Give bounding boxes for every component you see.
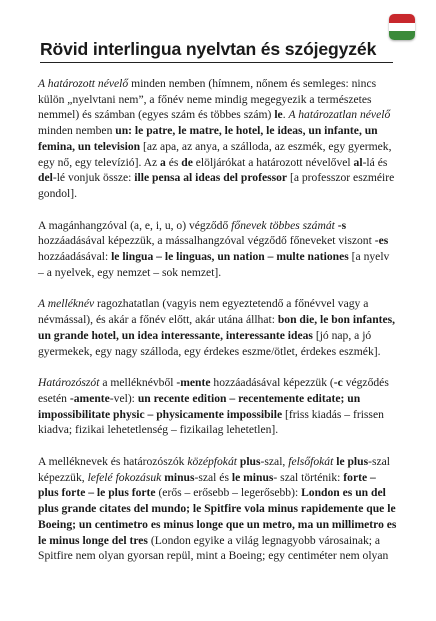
bold-text: -s [337, 218, 347, 232]
bold-text: -amente [69, 391, 110, 405]
page-title: Rövid interlingua nyelvtan és szójegyzék [40, 39, 377, 59]
italic-term: felsőfokát [288, 455, 334, 469]
bold-text: bon die, le bon infantes, un grande hotel, un idea interessante, interessante ideas [38, 313, 396, 342]
bold-text: le [274, 108, 283, 122]
italic-term: főnevek többes számát [231, 218, 335, 232]
text-run: -szal képezzük, [38, 455, 391, 484]
document-body [38, 76, 398, 580]
italic-term: lefelé fokozásuk [87, 470, 162, 484]
bold-text: plus [239, 455, 261, 469]
italic-term: A határozott névelő [38, 77, 129, 90]
bold-text: London es un del plus grande citates del mundo; le Spitfire vola minus rapidemente que le Boeing; un centimetro es minus longe que un metro, ma un millimetro es le minus longe del tres [38, 486, 397, 547]
text-run: [a nyelv – a nyelvek, egy nemzet – sok nemzet]. [38, 250, 390, 279]
bold-text: un: le patre, le matre, le hotel, le ideas, un infante, un femina, un television [38, 124, 378, 153]
text-run: minden nemben (hímnem, nőnem és semleges: nincs külön „nyelvtani nem”, a főnév neme mindig megegyezik a természetes nemmel) és számban (egyes szám és többes szám) [38, 77, 377, 122]
italic-term: A határozatlan névelő [288, 108, 391, 122]
text-run: elöljárókat a határozott névelővel [192, 155, 354, 169]
text-run: [jó nap, a jó gyermekek, egy nagy szálloda, egy érdekes eszme/ötlet, érdekes eszmék]. [38, 328, 381, 358]
bold-text: le lingua – le linguas, un nation – multe nationes [111, 250, 349, 264]
title-divider [40, 62, 393, 63]
paragraph-3 [38, 296, 398, 359]
paragraph-2 [38, 218, 398, 281]
italic-term: A melléknév [38, 297, 95, 311]
bold-text: minus [164, 470, 195, 484]
bold-text: le minus [231, 470, 274, 484]
bold-text: al [353, 155, 363, 169]
bold-text: le plus [336, 455, 369, 469]
text-run: [az apa, az anya, a szálloda, az eszmék, egy gyermek, egy nő, egy televízió]. Az [38, 139, 392, 169]
text-run: - szal történik: [273, 470, 344, 484]
bold-text: forte – plus forte – le plus forte [38, 470, 376, 500]
text-run: hozzáadásával képezzük ( [210, 376, 334, 390]
text-run: -lé vonjuk össze: [52, 171, 135, 185]
hungarian-flag-icon [389, 14, 415, 40]
text-run: [a professzor eszméire gondol]. [38, 171, 395, 200]
bold-text: a [160, 155, 166, 169]
italic-term: középfokát [187, 455, 237, 469]
paragraph-1 [38, 76, 398, 202]
bold-text: -es [374, 234, 389, 248]
bold-text: un recente edition – recentemente editate; un impossibilitate physic – physicamente impossibile [38, 391, 361, 421]
text-run: . [282, 108, 289, 122]
text-run: (London egyike a világ legnagyobb városainak; a Spitfire nem olyan gyorsan repül, mint a Boeing; egy centiméter nem olyan [38, 533, 389, 563]
text-run: -szal és [194, 470, 232, 484]
text-run: A melléknevek és határozószók [38, 455, 188, 469]
text-run: -szal, [260, 455, 289, 469]
bold-text: del [38, 171, 53, 185]
text-run: -vel): [109, 391, 138, 405]
text-run: -lá és [362, 155, 388, 169]
text-run: a melléknévből [99, 376, 177, 390]
text-run: minden nemben [38, 124, 116, 138]
text-run: végződés esetén [38, 376, 389, 405]
paragraph-5 [38, 454, 398, 564]
text-run: A magánhangzóval (a, e, i, u, o) végződő [38, 218, 232, 232]
text-run: hozzáadásával képezzük, a mássalhangzóval végződő főneveket viszont [38, 234, 375, 248]
bold-text: de [181, 155, 193, 169]
italic-term: Határozószót [38, 376, 100, 390]
text-run: és [165, 155, 182, 169]
text-run: [friss kiadás – frissen kiadva; fizikai lehetetlenség – fizikailag lehetetlen]. [38, 407, 384, 437]
bold-text: -c [333, 376, 343, 390]
paragraph-4 [38, 375, 398, 438]
text-run: (erős – erősebb – legerősebb): [155, 486, 302, 500]
text-run: hozzáadásával: [38, 250, 112, 264]
bold-text: -mente [176, 376, 211, 390]
bold-text: ille pensa al ideas del professor [134, 171, 288, 185]
text-run: ragozhatatlan (vagyis nem egyeztetendő a főnévvel vagy a névmással), és akár a főnév előtt, akár utána állhat: [38, 297, 369, 327]
